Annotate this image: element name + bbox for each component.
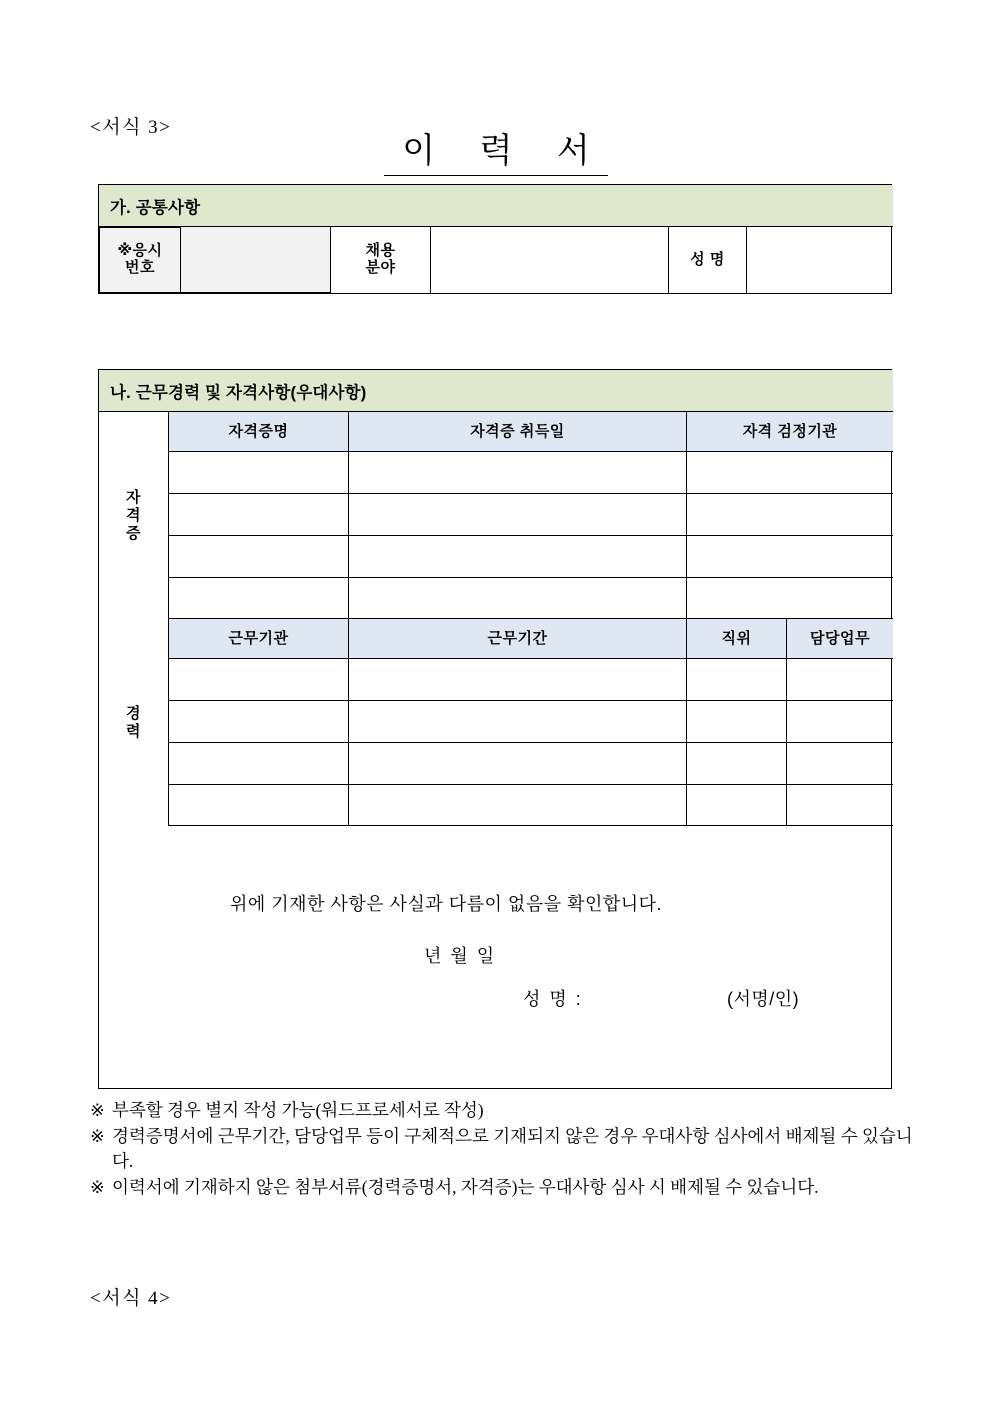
job-field-label bbox=[331, 227, 431, 293]
note-marker-icon: ※ bbox=[90, 1100, 105, 1120]
declaration-block bbox=[99, 826, 893, 1087]
career-cell-r3c1[interactable] bbox=[349, 785, 687, 826]
job-field-input[interactable] bbox=[431, 227, 669, 293]
note-text-2: 이력서에 기재하지 않은 첨부서류(경력증명서, 자격증)는 우대사항 심사 시 배제될 수 있습니다. bbox=[112, 1176, 819, 1197]
note-marker-icon: ※ bbox=[90, 1176, 105, 1197]
certificates-row-label-c3: 증 bbox=[126, 524, 141, 542]
certificates-col-header-1: 자격증 취득일 bbox=[349, 412, 687, 452]
declaration-date-line[interactable]: 년 월 일 bbox=[424, 946, 497, 966]
career-cell-r0c1[interactable] bbox=[349, 659, 687, 701]
career-cell-r0c3[interactable] bbox=[787, 659, 893, 701]
job-field-label-line2: 분야 bbox=[365, 259, 396, 276]
declaration-signature-note: (서명/인) bbox=[727, 989, 800, 1009]
career-col-header-3: 담당업무 bbox=[787, 619, 893, 659]
section-b-heading: 나. 근무경력 및 자격사항(우대사항) bbox=[99, 370, 893, 412]
certificates-col-header-0: 자격증명 bbox=[169, 412, 349, 452]
section-a-heading: 가. 공통사항 bbox=[99, 185, 893, 227]
career-col-header-2: 직위 bbox=[687, 619, 787, 659]
certificates-cell-r0c0[interactable] bbox=[169, 452, 349, 494]
career-cell-r1c1[interactable] bbox=[349, 701, 687, 743]
career-cell-r2c1[interactable] bbox=[349, 743, 687, 785]
career-row-label-c2: 력 bbox=[126, 722, 141, 740]
name-input[interactable] bbox=[747, 227, 893, 293]
career-cell-r1c3[interactable] bbox=[787, 701, 893, 743]
career-col-header-0: 근무기관 bbox=[169, 619, 349, 659]
applicant-number-label-line2: 번호 bbox=[125, 259, 155, 276]
certificates-cell-r0c1[interactable] bbox=[349, 452, 687, 494]
note-marker-icon: ※ bbox=[90, 1125, 105, 1146]
career-cell-r2c3[interactable] bbox=[787, 743, 893, 785]
certificates-row-label bbox=[99, 412, 169, 619]
career-cell-r3c0[interactable] bbox=[169, 785, 349, 826]
job-field-label-line1: 채용 bbox=[365, 242, 396, 260]
career-cell-r1c0[interactable] bbox=[169, 701, 349, 743]
certificates-row-label-c1: 자 bbox=[126, 488, 141, 506]
certificates-cell-r2c1[interactable] bbox=[349, 536, 687, 578]
certificates-cell-r2c2[interactable] bbox=[687, 536, 893, 578]
applicant-number-field[interactable] bbox=[181, 227, 331, 293]
career-cell-r2c0[interactable] bbox=[169, 743, 349, 785]
note-item bbox=[90, 1124, 920, 1174]
declaration-statement: 위에 기재한 사항은 사실과 다름이 없음을 확인합니다. bbox=[230, 894, 663, 914]
certificates-cell-r1c0[interactable] bbox=[169, 494, 349, 536]
name-label: 성 명 bbox=[669, 227, 747, 293]
career-row-label bbox=[99, 619, 169, 826]
section-b-table bbox=[98, 369, 892, 1089]
section-a-table bbox=[98, 184, 892, 294]
career-row-label-c1: 경 bbox=[126, 704, 141, 722]
certificates-cell-r3c0[interactable] bbox=[169, 578, 349, 619]
page-title bbox=[0, 132, 992, 176]
form-marker-bottom: <서식 4> bbox=[90, 1288, 172, 1309]
note-text-0: 부족할 경우 별지 작성 가능(워드프로세서로 작성) bbox=[112, 1100, 484, 1120]
career-cell-r0c2[interactable] bbox=[687, 659, 787, 701]
career-cell-r1c2[interactable] bbox=[687, 701, 787, 743]
note-text-1: 경력증명서에 근무기간, 담당업무 등이 구체적으로 기재되지 않은 경우 우대사항 심사에서 배제될 수 있습니다. bbox=[112, 1125, 913, 1171]
page-title-text: 이 력 서 bbox=[384, 132, 608, 176]
certificates-cell-r1c2[interactable] bbox=[687, 494, 893, 536]
career-cell-r3c3[interactable] bbox=[787, 785, 893, 826]
notes-list bbox=[90, 1098, 920, 1200]
note-item bbox=[90, 1175, 920, 1200]
certificates-cell-r3c2[interactable] bbox=[687, 578, 893, 619]
form-marker-top: <서식 3> bbox=[90, 117, 172, 138]
certificates-col-header-2: 자격 검정기관 bbox=[687, 412, 893, 452]
certificates-cell-r0c2[interactable] bbox=[687, 452, 893, 494]
certificates-cell-r2c0[interactable] bbox=[169, 536, 349, 578]
career-cell-r0c0[interactable] bbox=[169, 659, 349, 701]
certificates-cell-r3c1[interactable] bbox=[349, 578, 687, 619]
applicant-number-label bbox=[99, 227, 181, 293]
certificates-cell-r1c1[interactable] bbox=[349, 494, 687, 536]
career-cell-r3c2[interactable] bbox=[687, 785, 787, 826]
declaration-name-line[interactable]: 성 명 : bbox=[523, 989, 583, 1009]
applicant-number-label-line1: ※응시 bbox=[117, 242, 163, 260]
career-cell-r2c2[interactable] bbox=[687, 743, 787, 785]
career-col-header-1: 근무기간 bbox=[349, 619, 687, 659]
note-item bbox=[90, 1098, 920, 1123]
certificates-row-label-c2: 격 bbox=[126, 506, 141, 524]
